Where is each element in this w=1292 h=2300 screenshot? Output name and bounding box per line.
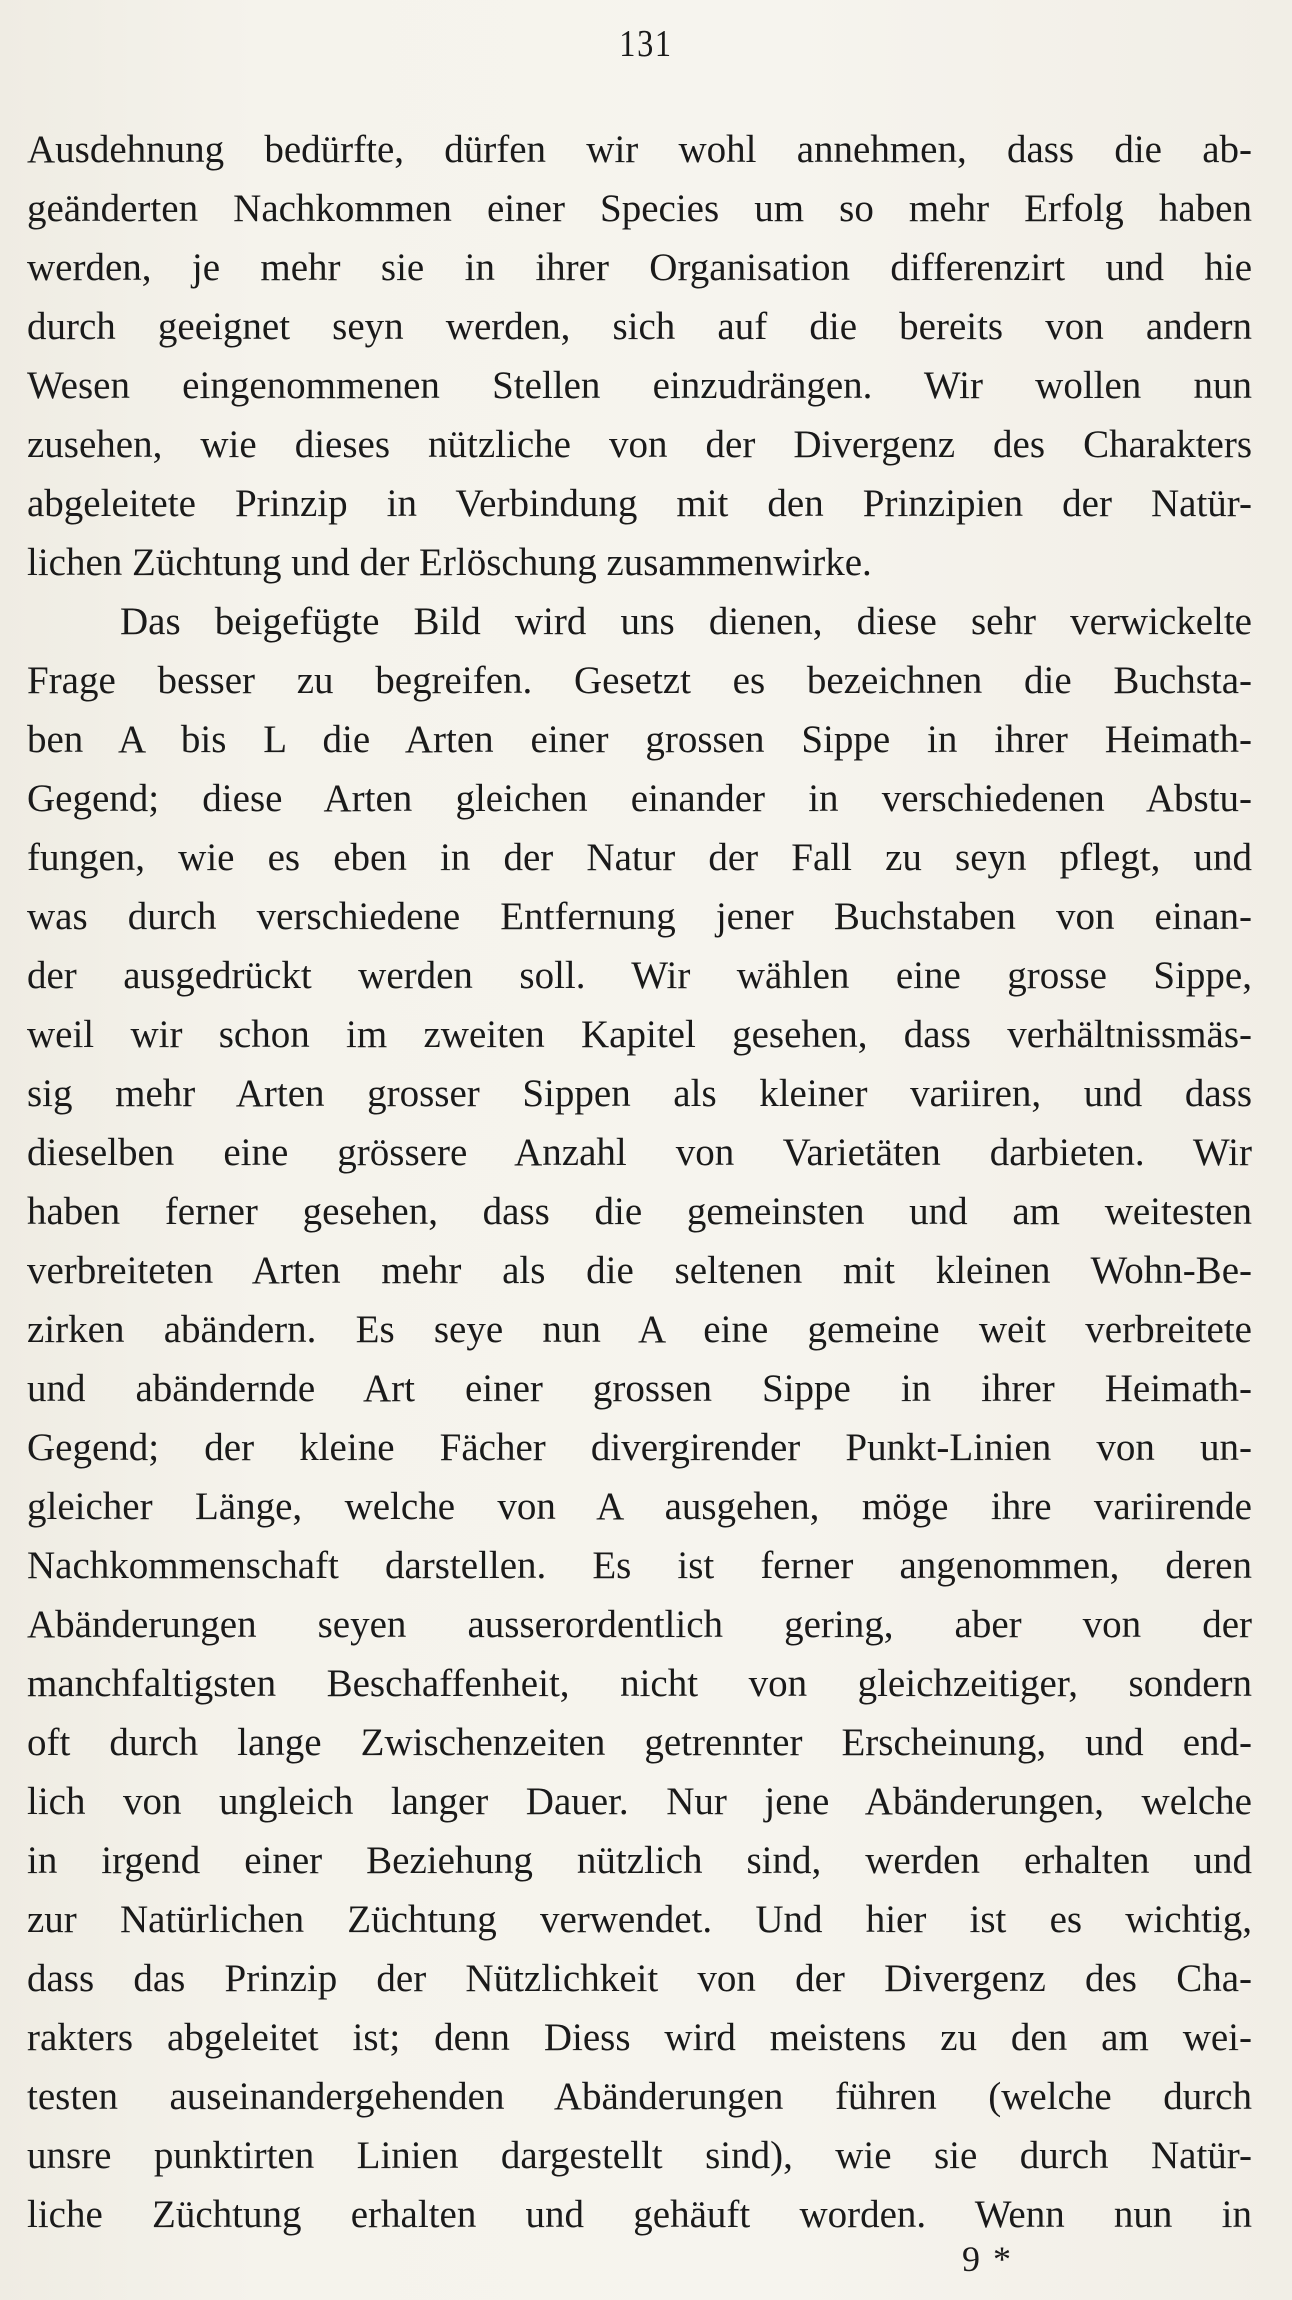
text-line: dieselben eine grössere Anzahl von Varietäten darbieten. Wir (27, 1131, 1252, 1174)
text-line: unsre punktirten Linien dargestellt sind), wie sie durch Natür- (27, 2134, 1252, 2177)
text-line: manchfaltigsten Beschaffenheit, nicht von gleichzeitiger, sondern (27, 1662, 1252, 1705)
text-line: sig mehr Arten grosser Sippen als kleiner variiren, und dass (27, 1072, 1252, 1115)
text-line: geänderten Nachkommen einer Species um so mehr Erfolg haben (27, 187, 1252, 230)
text-line: lich von ungleich langer Dauer. Nur jene Abänderungen, welche (27, 1780, 1252, 1823)
text-line: testen auseinandergehenden Abänderungen führen (welche durch (27, 2075, 1252, 2118)
text-line: Wesen eingenommenen Stellen einzudrängen. Wir wollen nun (27, 364, 1252, 407)
text-line: was durch verschiedene Entfernung jener Buchstaben von einan- (27, 895, 1252, 938)
text-line: zusehen, wie dieses nützliche von der Divergenz des Charakters (27, 423, 1252, 466)
text-line: Nachkommenschaft darstellen. Es ist ferner angenommen, deren (27, 1544, 1252, 1587)
text-line: werden, je mehr sie in ihrer Organisation differenzirt und hie (27, 246, 1252, 289)
text-line: lichen Züchtung und der Erlöschung zusammenwirke. (27, 541, 872, 584)
text-line: fungen, wie es eben in der Natur der Fall zu seyn pflegt, und (27, 836, 1252, 879)
text-line: verbreiteten Arten mehr als die seltenen mit kleinen Wohn-Be- (27, 1249, 1252, 1292)
text-line: oft durch lange Zwischenzeiten getrennter Erscheinung, und end- (27, 1721, 1252, 1764)
text-line: weil wir schon im zweiten Kapitel gesehen, dass verhältnissmäs- (27, 1013, 1252, 1056)
page-number: 131 (619, 23, 673, 65)
text-line: der ausgedrückt werden soll. Wir wählen eine grosse Sippe, (27, 954, 1252, 997)
text-line: Ausdehnung bedürfte, dürfen wir wohl annehmen, dass die ab- (27, 128, 1252, 171)
text-line: haben ferner gesehen, dass die gemeinsten und am weitesten (27, 1190, 1252, 1233)
text-line: zur Natürlichen Züchtung verwendet. Und hier ist es wichtig, (27, 1898, 1252, 1941)
text-line: Gegend; der kleine Fächer divergirender Punkt-Linien von un- (27, 1426, 1252, 1469)
text-line: ben A bis L die Arten einer grossen Sippe in ihrer Heimath- (27, 718, 1252, 761)
text-line: dass das Prinzip der Nützlichkeit von der Divergenz des Cha- (27, 1957, 1252, 2000)
text-line: Frage besser zu begreifen. Gesetzt es bezeichnen die Buchsta- (27, 659, 1252, 702)
text-line: zirken abändern. Es seye nun A eine gemeine weit verbreitete (27, 1308, 1252, 1351)
text-line: Abänderungen seyen ausserordentlich gering, aber von der (27, 1603, 1252, 1646)
text-line: gleicher Länge, welche von A ausgehen, möge ihre variirende (27, 1485, 1252, 1528)
text-line: und abändernde Art einer grossen Sippe in ihrer Heimath- (27, 1367, 1252, 1410)
signature-mark: 9 * (962, 2239, 1013, 2279)
text-line: abgeleitete Prinzip in Verbindung mit den Prinzipien der Natür- (27, 482, 1252, 525)
text-line: liche Züchtung erhalten und gehäuft worden. Wenn nun in (27, 2193, 1252, 2236)
text-line-paragraph-start: Das beigefügte Bild wird uns dienen, diese sehr verwickelte (120, 600, 1252, 643)
text-line: rakters abgeleitet ist; denn Diess wird meistens zu den am wei- (27, 2016, 1252, 2059)
text-line: durch geeignet seyn werden, sich auf die bereits von andern (27, 305, 1252, 348)
text-line: in irgend einer Beziehung nützlich sind, werden erhalten und (27, 1839, 1252, 1882)
text-line: Gegend; diese Arten gleichen einander in verschiedenen Abstu- (27, 777, 1252, 820)
body-text (27, 120, 1252, 2244)
